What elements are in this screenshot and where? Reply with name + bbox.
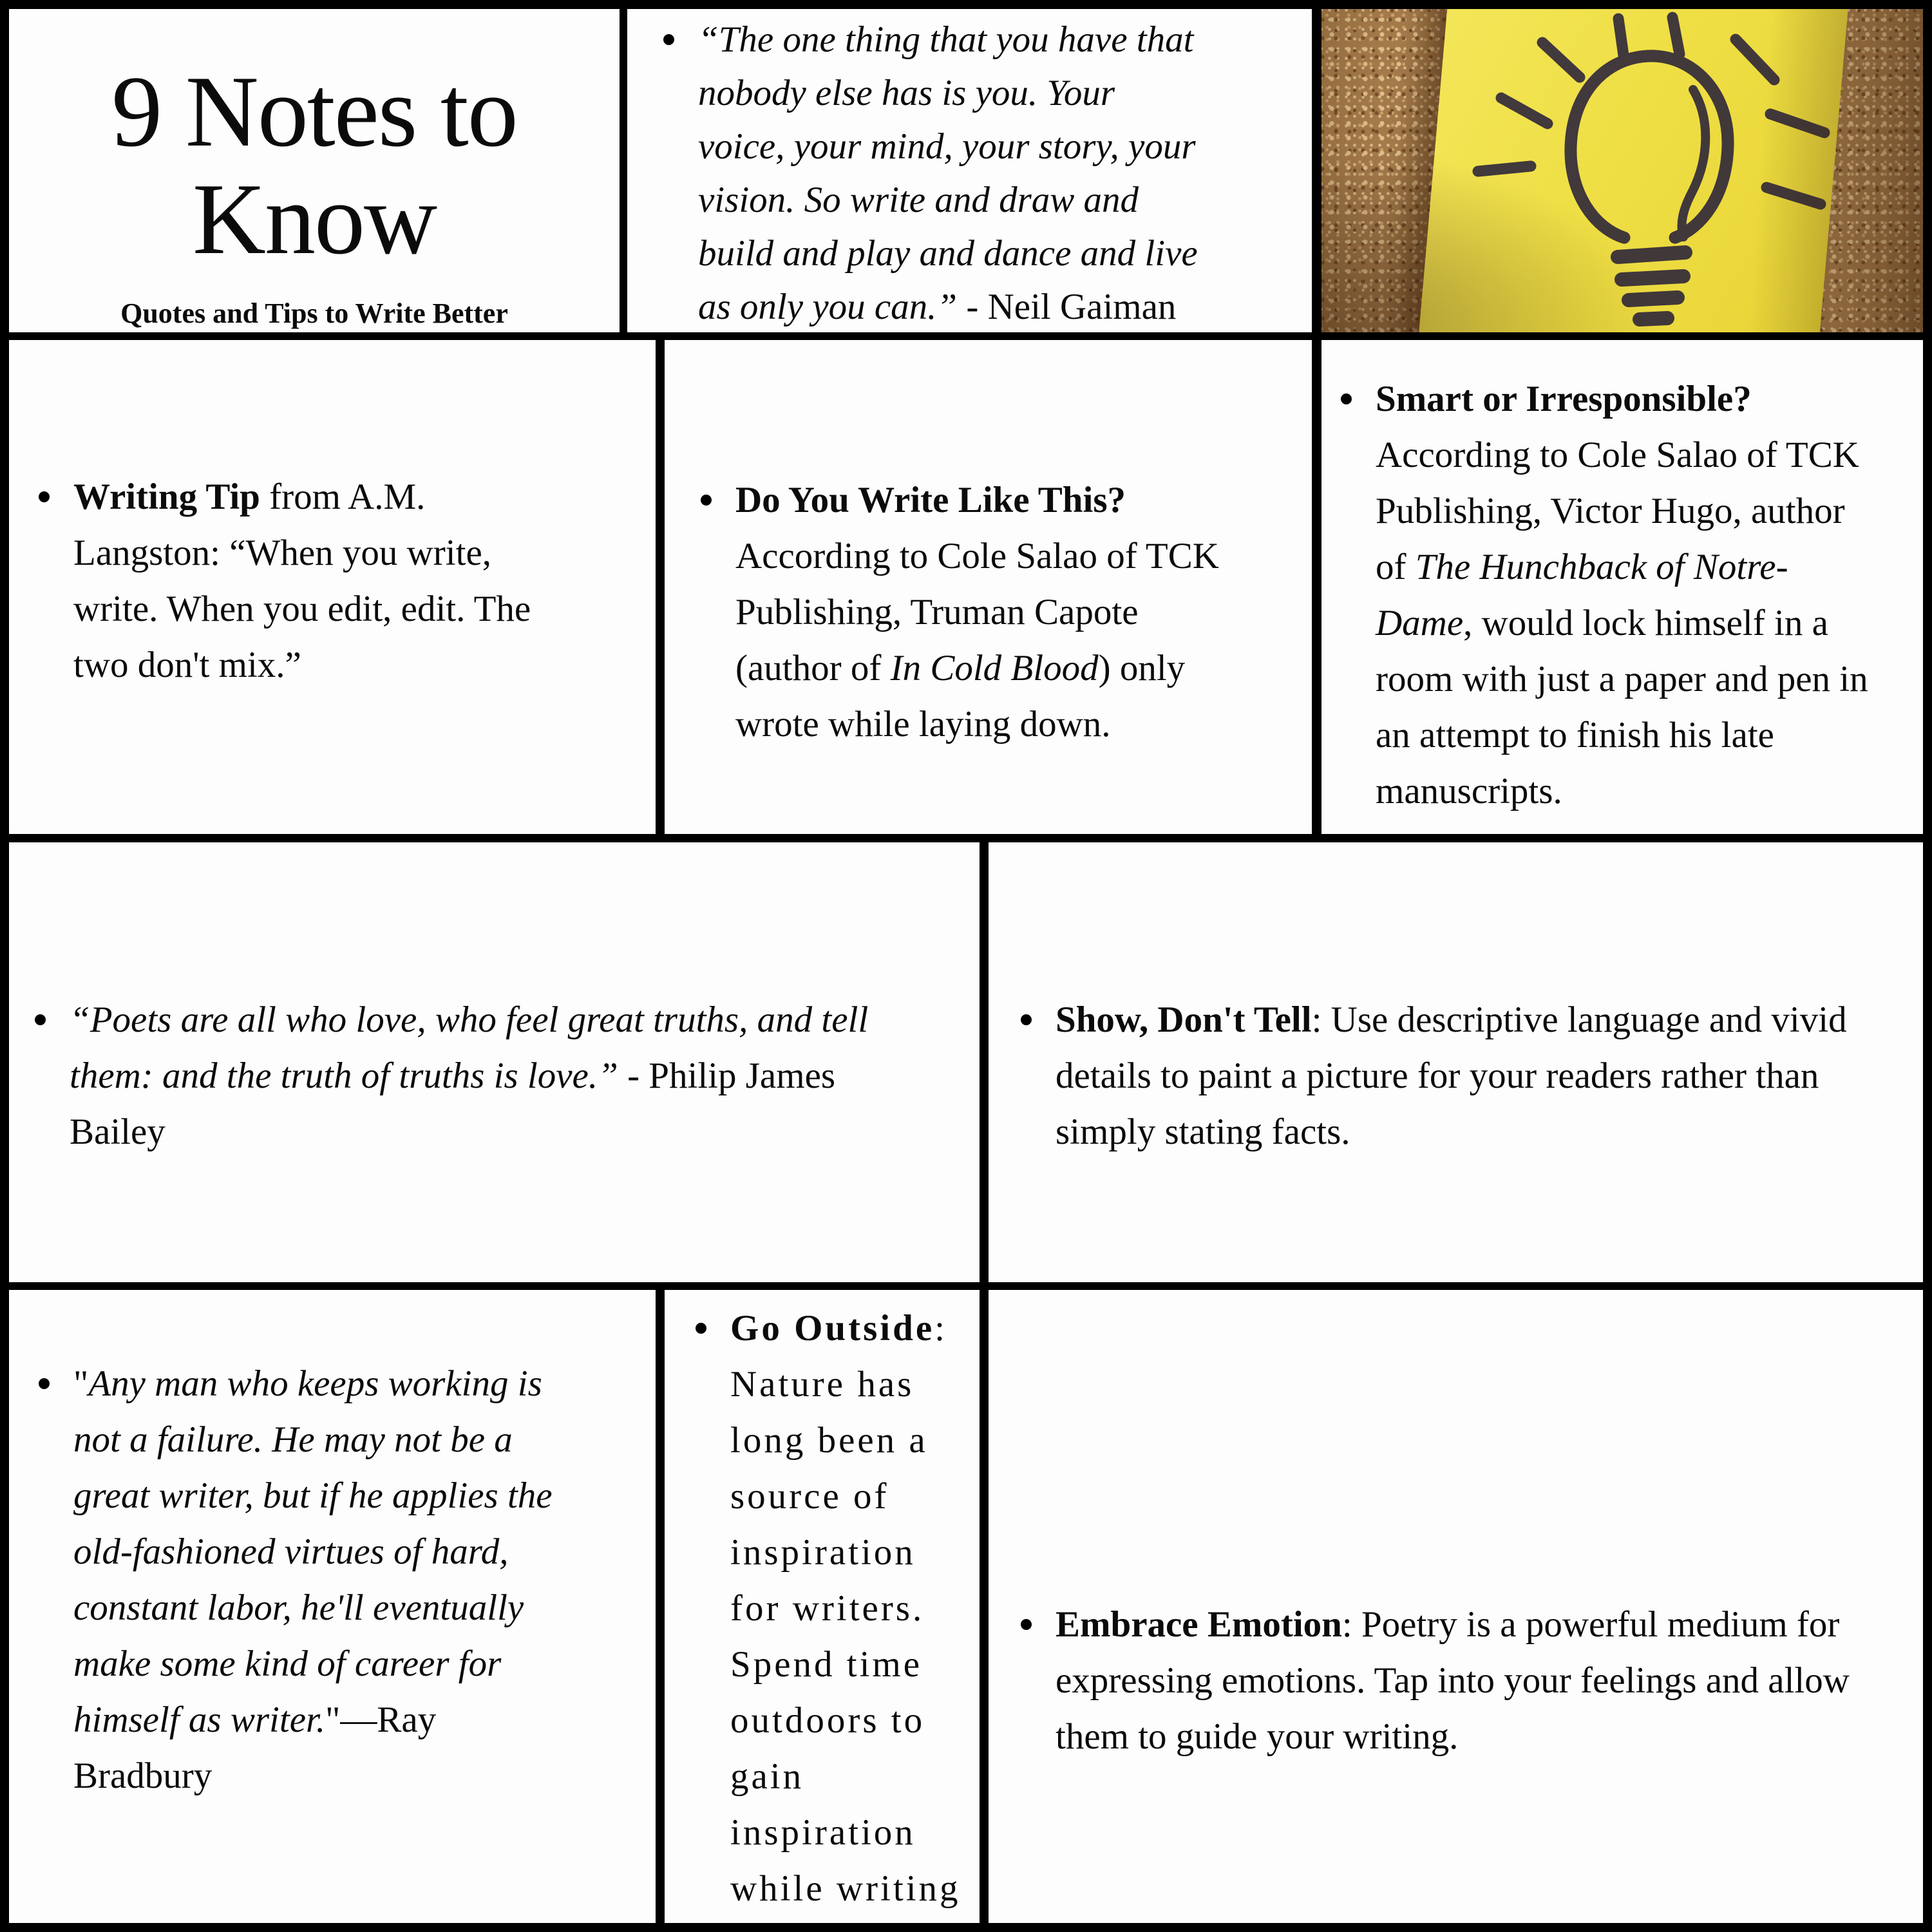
note-cell-go-outside <box>665 1290 980 1923</box>
bullet-icon <box>39 1378 50 1389</box>
list-item <box>1021 992 1914 1160</box>
note-cell-bradbury-quote <box>9 1290 656 1923</box>
list-item <box>1021 1596 1914 1765</box>
bullet-icon <box>663 34 674 45</box>
list-item <box>696 1300 976 1917</box>
bullet-icon <box>701 495 712 506</box>
note-text: “The one thing that you have that nobody else has is you. Your voice, your mind, your story, your vision. So write and draw and build and play and dance and live as only you can.” - Neil Gaiman <box>698 19 1198 327</box>
corkboard-photo <box>1321 9 1923 332</box>
lightbulb-drawing-icon <box>1441 9 1853 332</box>
note-text: Go Outside: Nature has long been a source of inspiration for writers. Spend time outdoors to gain inspiration while writing <box>730 1308 961 1909</box>
note-cell-show-dont-tell <box>989 842 1923 1282</box>
note-cell-gaiman-quote <box>627 9 1312 332</box>
bullet-icon <box>39 491 50 502</box>
bullet-icon <box>1021 1014 1032 1025</box>
note-cell-smart-or-irresponsible <box>1321 340 1923 834</box>
list-item <box>39 469 630 693</box>
list-item <box>39 1356 636 1804</box>
bullet-icon <box>1341 393 1352 404</box>
note-cell-embrace-emotion <box>989 1290 1923 1923</box>
bullet-icon <box>1021 1619 1032 1630</box>
list-item <box>701 472 1293 752</box>
note-cell-writing-tip <box>9 340 656 834</box>
note-text: "Any man who keeps working is not a failure. He may not be a great writer, but if he applies the old-fashioned virtues of hard, constant labor, he'll eventually make some kind of career for himself as writer."—Ray Bradbury <box>73 1363 553 1796</box>
title-card <box>9 9 620 332</box>
note-text: Writing Tip from A.M. Langston: “When you write, write. When you edit, edit. The two don't mix.” <box>73 477 531 685</box>
page-title: 9 Notes to Know <box>111 55 517 276</box>
bullet-icon <box>696 1323 706 1334</box>
bullet-icon <box>35 1014 46 1025</box>
note-text: Smart or Irresponsible? According to Cole Salao of TCK Publishing, Victor Hugo, author of The Hunchback of Notre- Dame, would lock himself in a room with just a paper and pen in an attempt to finish his late manuscripts. <box>1376 379 1868 811</box>
note-text: Do You Write Like This? According to Cole Salao of TCK Publishing, Truman Capote (author of In Cold Blood) only wrote while laying down. <box>735 480 1219 744</box>
note-text: Embrace Emotion: Poetry is a powerful medium for expressing emotions. Tap into your feelings and allow them to guide your writing. <box>1056 1604 1850 1757</box>
note-text: Show, Don't Tell: Use descriptive language and vivid details to paint a picture for your readers rather than simply stating facts. <box>1056 999 1847 1152</box>
list-item <box>663 13 1295 332</box>
list-item <box>1341 371 1917 819</box>
note-cell-write-like-this <box>665 340 1312 834</box>
note-cell-bailey-quote <box>9 842 980 1282</box>
page-subtitle: Quotes and Tips to Write Better <box>120 297 508 329</box>
note-text: “Poets are all who love, who feel great truths, and tell them: and the truth of truths is love.” - Philip James Bailey <box>70 999 869 1152</box>
list-item <box>35 992 960 1160</box>
